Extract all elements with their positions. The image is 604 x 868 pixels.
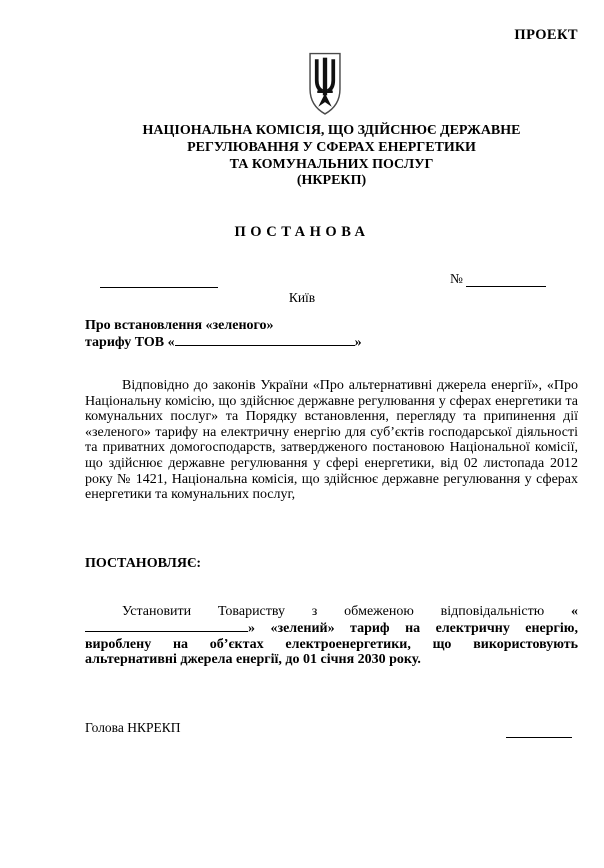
subject-line2-prefix: тарифу ТОВ « — [85, 335, 175, 350]
subject-line2-suffix: » — [354, 335, 362, 350]
number-label: № — [450, 271, 463, 286]
draft-label: ПРОЕКТ — [514, 27, 578, 43]
resolution-open-quote: « — [571, 604, 579, 619]
resolution-lead: Установити Товариству з обмеженою відповідальністю — [122, 604, 545, 619]
signature-blank-line — [506, 737, 572, 738]
subject-line2 — [85, 334, 362, 351]
signer-title: Голова НКРЕКП — [85, 720, 181, 735]
org-name-line: РЕГУЛЮВАННЯ У СФЕРАХ ЕНЕРГЕТИКИ — [187, 139, 476, 155]
org-name-line: НАЦІОНАЛЬНА КОМІСІЯ, ЩО ЗДІЙСНЮЄ ДЕРЖАВНЕ — [142, 123, 521, 138]
doc-type-title: ПОСТАНОВА — [234, 224, 370, 240]
resolution-close-quote: » — [248, 620, 255, 636]
subject-line1: Про встановлення «зеленого» — [85, 318, 274, 333]
resolution-paragraph — [85, 604, 578, 668]
company-name-blank — [175, 334, 355, 346]
org-name-line: (НКРЕКП) — [296, 173, 367, 189]
city-label: Київ — [288, 290, 316, 305]
org-name — [85, 123, 578, 190]
subject-title — [85, 317, 362, 351]
date-blank-line — [100, 287, 218, 288]
org-name-line: ТА КОМУНАЛЬНИХ ПОСЛУГ — [229, 156, 434, 172]
resolves-label: ПОСТАНОВЛЯЄ: — [85, 556, 202, 571]
number-blank-line — [466, 286, 546, 287]
ukraine-trident-emblem-icon — [306, 52, 344, 116]
company-name-blank — [85, 620, 248, 632]
resolution-bold-text: «зелений» тариф на електричну енергію, вироблену на об’єктах електроенергетики, що використовують альтернативні джерела енергії, до 01 січня 2030 року. — [85, 620, 579, 668]
preamble-paragraph: Відповідно до законів України «Про альтернативні джерела енергії», «Про Національну комісію, що здійснює державне регулювання у сферах енергетики та комунальних послуг» та Порядку встановлення, перегляду та припинення дії «зеленого» тарифу на електричну енергію для суб’єктів господарської діяльності та приватних домогосподарств, затвердженого постановою Національної комісії, що здійснює державне регулювання у сфері енергетики, від 02 листопада 2012 року № 1421, Національна комісія, що здійснює державне регулювання у сферах енергетики та комунальних послуг, — [85, 378, 578, 503]
